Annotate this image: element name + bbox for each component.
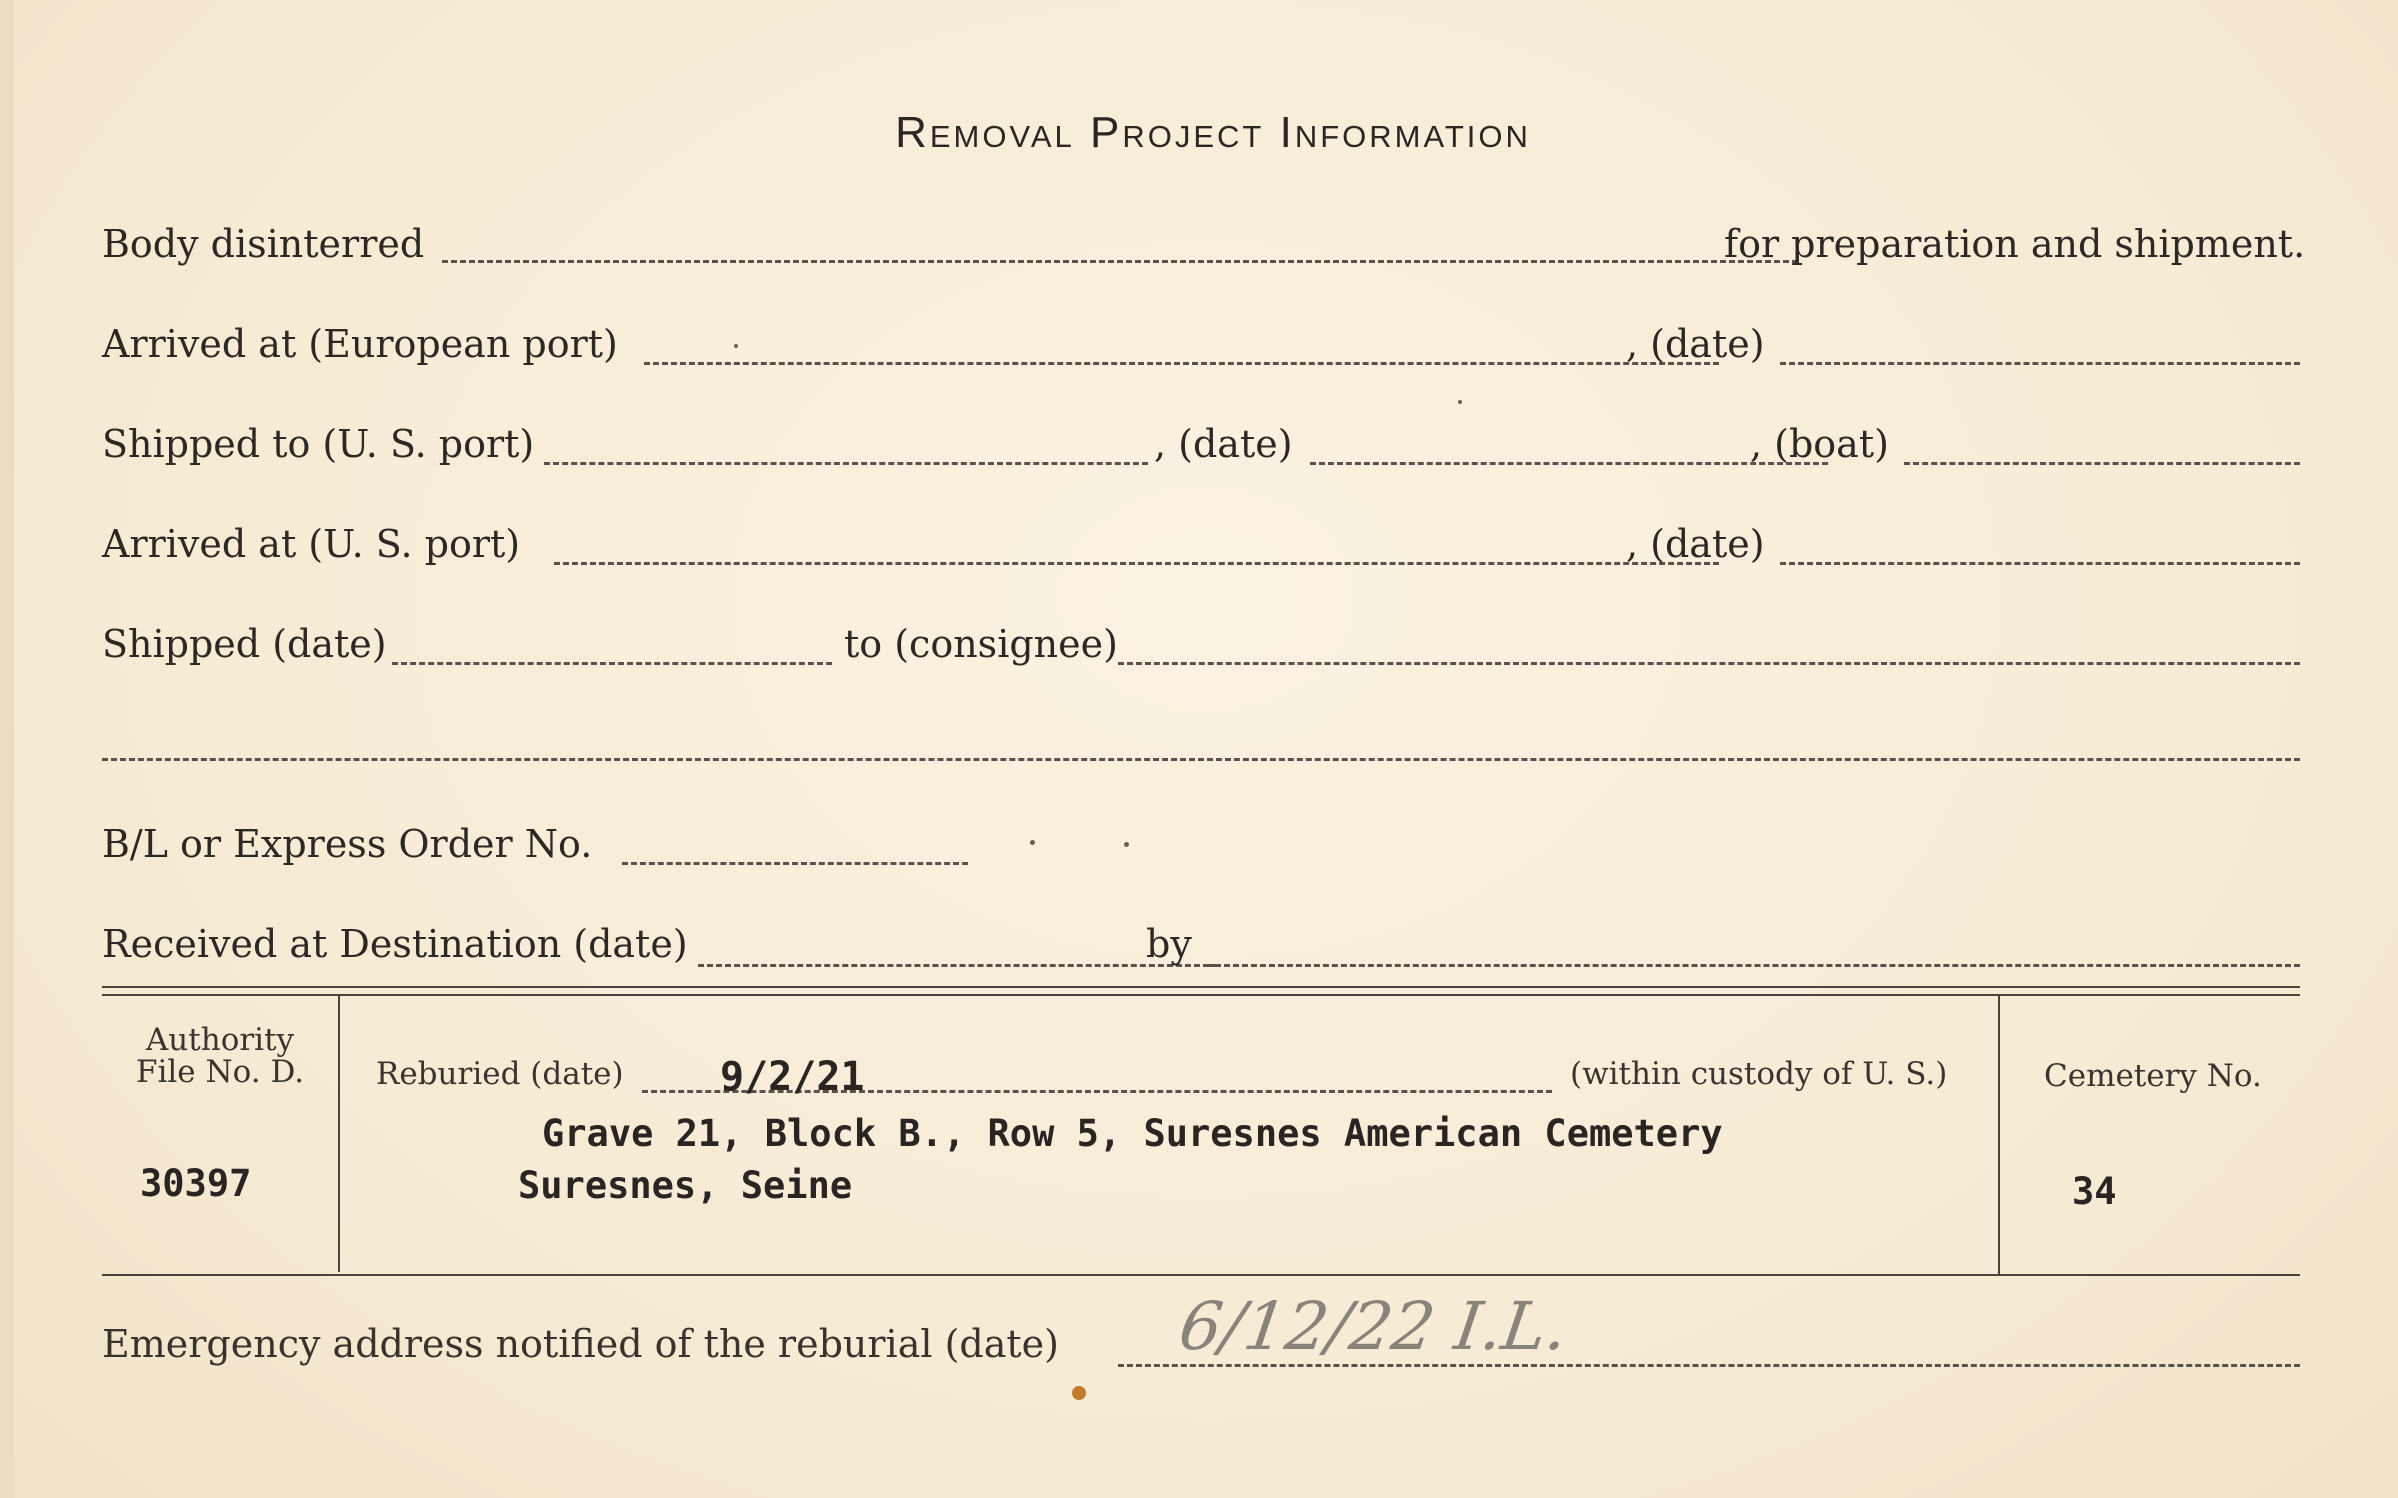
authority-file-number: 30397 xyxy=(140,1162,252,1205)
bl-order-label: B/L or Express Order No. xyxy=(102,822,593,866)
authority-label: Authority xyxy=(145,1022,295,1058)
arrived-us-date-field[interactable] xyxy=(1780,562,2300,565)
consignee-field[interactable] xyxy=(1118,662,2300,665)
form-title: Removal Project Information xyxy=(895,108,1531,157)
arrived-european-date-field[interactable] xyxy=(1780,362,2300,365)
by-label: by xyxy=(1146,922,1192,966)
received-destination-label: Received at Destination (date) xyxy=(102,922,688,966)
speck xyxy=(1124,842,1129,847)
cemetery-number: 34 xyxy=(2072,1170,2117,1213)
arrived-us-date-label: , (date) xyxy=(1626,522,1765,566)
shipped-us-boat-field[interactable] xyxy=(1904,462,2300,465)
grave-location-line-1: Grave 21, Block B., Row 5, Suresnes American Cemetery xyxy=(542,1112,1723,1155)
table-bottom-rule xyxy=(102,1274,2300,1276)
arrived-us-label: Arrived at (U. S. port) xyxy=(102,522,521,566)
shipped-us-port-field[interactable] xyxy=(544,462,1148,465)
authority-header xyxy=(102,1024,338,1088)
cemetery-no-label: Cemetery No. xyxy=(2044,1058,2262,1094)
grave-location-line-2: Suresnes, Seine xyxy=(518,1164,853,1207)
table-top-rule-2 xyxy=(102,994,2300,996)
emergency-date-handwritten: 6/12/22 I.L. xyxy=(1174,1288,1573,1365)
reburied-label: Reburied (date) xyxy=(376,1056,624,1092)
arrived-european-port-field[interactable] xyxy=(644,362,1719,365)
bl-order-field[interactable] xyxy=(622,862,968,865)
arrived-european-label: Arrived at (European port) xyxy=(102,322,618,366)
ink-spot xyxy=(1072,1386,1086,1400)
body-disinterred-field[interactable] xyxy=(442,260,1798,263)
emergency-label: Emergency address notified of the reburial (date) xyxy=(102,1322,1059,1366)
speck xyxy=(1458,400,1462,404)
custody-label: (within custody of U. S.) xyxy=(1570,1056,1948,1092)
table-divider-right xyxy=(1998,996,2000,1274)
shipped-us-boat-label: , (boat) xyxy=(1750,422,1889,466)
arrived-european-date-label: , (date) xyxy=(1626,322,1765,366)
arrived-us-port-field[interactable] xyxy=(554,562,1719,565)
body-disinterred-suffix: for preparation and shipment. xyxy=(1724,222,2306,266)
shipped-us-label: Shipped to (U. S. port) xyxy=(102,422,535,466)
shipped-date-label: Shipped (date) xyxy=(102,622,387,666)
reburied-date-value: 9/2/21 xyxy=(720,1054,865,1100)
consignee-continuation-field[interactable] xyxy=(102,758,2300,761)
to-consignee-label: to (consignee) xyxy=(844,622,1118,666)
body-disinterred-label: Body disinterred xyxy=(102,222,425,266)
shipped-us-date-label: , (date) xyxy=(1154,422,1293,466)
shipped-date-field[interactable] xyxy=(392,662,832,665)
received-by-field[interactable] xyxy=(1206,964,2300,967)
speck xyxy=(734,344,738,348)
table-divider-left xyxy=(338,996,340,1272)
file-no-label: File No. D. xyxy=(135,1054,305,1090)
received-date-field[interactable] xyxy=(698,964,1218,967)
speck xyxy=(1030,840,1035,845)
table-top-rule xyxy=(102,986,2300,988)
